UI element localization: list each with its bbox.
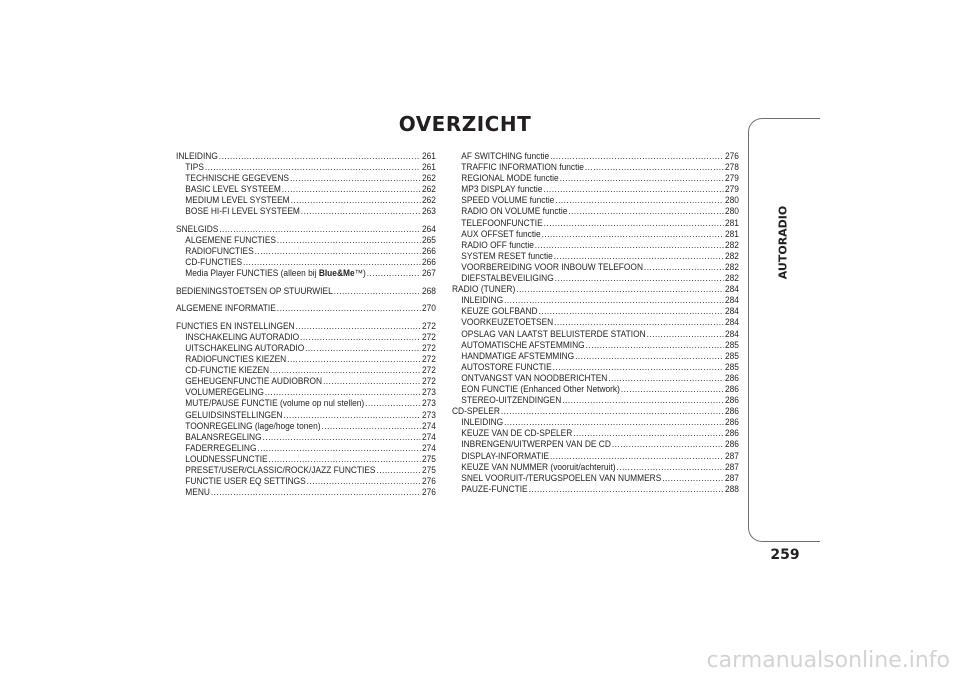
toc-entry-page: 286 bbox=[724, 372, 739, 383]
toc-left-column bbox=[176, 151, 436, 498]
toc-entry-label: BOSE HI-FI LEVEL SYSTEEM bbox=[185, 206, 300, 217]
toc-entry bbox=[176, 195, 436, 206]
toc-entry-page: 282 bbox=[724, 261, 739, 272]
toc-entry-label: RADIO ON VOLUME functie bbox=[461, 206, 568, 217]
toc-entry bbox=[176, 162, 436, 173]
toc-entry-page: 286 bbox=[724, 383, 739, 394]
toc-entry-page: 265 bbox=[421, 235, 436, 246]
chapter-side-tab bbox=[748, 118, 820, 542]
toc-entry-page: 285 bbox=[724, 361, 739, 372]
toc-entry-page: 282 bbox=[724, 239, 739, 250]
toc-entry-label: FUNCTIES EN INSTELLINGEN bbox=[176, 320, 295, 331]
toc-entry-page: 261 bbox=[421, 162, 436, 173]
toc-entry bbox=[176, 354, 436, 365]
toc-entry bbox=[176, 184, 436, 195]
toc-entry-page: 266 bbox=[421, 246, 436, 257]
toc-entry-label: CD-FUNCTIES bbox=[185, 257, 243, 268]
dot-leader bbox=[535, 240, 724, 251]
dot-leader bbox=[282, 184, 421, 195]
toc-entry-label: STEREO-UITZENDINGEN bbox=[461, 395, 562, 406]
toc-entry bbox=[176, 268, 436, 279]
dot-leader bbox=[257, 443, 421, 454]
dot-leader bbox=[265, 387, 421, 398]
toc-entry-page: 276 bbox=[421, 476, 436, 487]
dot-leader bbox=[243, 257, 421, 268]
toc-entry-label: INLEIDING bbox=[461, 417, 504, 428]
toc-entry-label: FUNCTIE USER EQ SETTINGS bbox=[185, 476, 306, 487]
toc-entry bbox=[452, 240, 739, 251]
dot-leader bbox=[277, 303, 421, 314]
toc-entry-label: INBRENGEN/UITWERPEN VAN DE CD bbox=[461, 439, 611, 450]
toc-entry-page: 263 bbox=[421, 206, 436, 217]
dot-leader bbox=[323, 376, 421, 387]
toc-entry-page: 286 bbox=[724, 417, 739, 428]
toc-entry bbox=[176, 246, 436, 257]
toc-entry-label: KEUZE GOLFBAND bbox=[461, 306, 538, 317]
dot-leader bbox=[365, 398, 421, 409]
dot-leader bbox=[612, 439, 724, 450]
toc-entry-page: 275 bbox=[421, 453, 436, 464]
toc-entry-label: EON FUNCTIE (Enhanced Other Network) bbox=[461, 383, 620, 394]
toc-entry-page: 286 bbox=[724, 428, 739, 439]
toc-entry bbox=[452, 273, 739, 284]
toc-entry bbox=[452, 317, 739, 328]
toc-entry-page: 285 bbox=[724, 339, 739, 350]
toc-section-entry bbox=[176, 224, 436, 235]
toc-entry bbox=[176, 376, 436, 387]
toc-entry bbox=[452, 373, 739, 384]
toc-entry-page: 268 bbox=[421, 285, 436, 296]
dot-leader bbox=[504, 417, 724, 428]
toc-entry bbox=[176, 387, 436, 398]
dot-leader bbox=[290, 173, 421, 184]
toc-entry bbox=[176, 332, 436, 343]
toc-section-entry bbox=[176, 321, 436, 332]
toc-entry-page: 273 bbox=[421, 398, 436, 409]
toc-entry bbox=[452, 206, 739, 217]
toc-entry-page: 287 bbox=[724, 461, 739, 472]
toc-entry-label: RADIO (TUNER) bbox=[452, 284, 516, 295]
toc-entry-label: TELEFOONFUNCTIE bbox=[461, 217, 543, 228]
toc-section-entry bbox=[176, 286, 436, 297]
toc-entry-label: MUTE/PAUSE FUNCTIE (volume op nul stellen) bbox=[185, 398, 365, 409]
dot-leader bbox=[608, 373, 724, 384]
dot-leader bbox=[543, 184, 724, 195]
toc-entry-page: 264 bbox=[421, 223, 436, 234]
toc-entry-label: TECHNISCHE GEGEVENS bbox=[185, 173, 290, 184]
toc-entry-label: PRESET/USER/CLASSIC/ROCK/JAZZ FUNCTIES bbox=[185, 465, 376, 475]
toc-entry-page: 286 bbox=[724, 439, 739, 450]
toc-entry-page: 273 bbox=[421, 387, 436, 398]
dot-leader bbox=[501, 406, 724, 417]
toc-entry-label: RADIOFUNCTIES KIEZEN bbox=[185, 354, 287, 365]
page-number: 259 bbox=[770, 547, 800, 563]
dot-leader bbox=[616, 462, 724, 473]
toc-entry-page: 266 bbox=[421, 257, 436, 268]
dot-leader bbox=[287, 354, 421, 365]
toc-entry bbox=[452, 162, 739, 173]
toc-entry-page: 261 bbox=[421, 151, 436, 161]
toc-entry-page: 280 bbox=[724, 195, 739, 206]
toc-entry-label: TIPS bbox=[185, 162, 204, 173]
toc-entry-page: 276 bbox=[724, 151, 739, 161]
dot-leader bbox=[553, 362, 724, 373]
toc-entry-label: ALGEMENE INFORMATIE bbox=[176, 303, 276, 314]
toc-entry bbox=[452, 395, 739, 406]
toc-entry-page: 284 bbox=[724, 328, 739, 339]
toc-entry-page: 272 bbox=[421, 331, 436, 342]
brand-name: Blue&Me bbox=[318, 268, 355, 279]
toc-entry-page: 281 bbox=[724, 228, 739, 239]
toc-entry-label: MENU bbox=[185, 487, 210, 498]
toc-entry-page: 287 bbox=[724, 450, 739, 461]
toc-entry bbox=[452, 229, 739, 240]
toc-entry-page: 284 bbox=[724, 317, 739, 328]
watermark-text: carmanualsonline.info bbox=[706, 648, 950, 673]
toc-entry-label: BASIC LEVEL SYSTEEM bbox=[185, 184, 281, 195]
toc-entry bbox=[176, 443, 436, 454]
toc-entry-label: OPSLAG VAN LAATST BELUISTERDE STATION bbox=[461, 328, 646, 339]
toc-right-column bbox=[452, 151, 739, 495]
toc-section-entry bbox=[452, 284, 739, 295]
toc-entry bbox=[452, 173, 739, 184]
toc-entry-label: MP3 DISPLAY functie bbox=[461, 184, 543, 195]
toc-entry bbox=[176, 454, 436, 465]
toc-entry bbox=[452, 218, 739, 229]
toc-entry-page: 279 bbox=[724, 184, 739, 195]
dot-leader bbox=[367, 268, 421, 279]
dot-leader bbox=[554, 251, 724, 262]
toc-entry bbox=[452, 473, 739, 484]
dot-leader bbox=[219, 151, 421, 162]
toc-entry-page: 278 bbox=[724, 162, 739, 173]
toc-entry-label: PAUZE-FUNCTIE bbox=[461, 483, 528, 494]
dot-leader bbox=[211, 487, 421, 498]
dot-leader bbox=[560, 173, 724, 184]
toc-section-entry bbox=[452, 406, 739, 417]
dot-leader bbox=[585, 162, 724, 173]
toc-entry-page: 276 bbox=[421, 487, 436, 498]
toc-entry-page: 272 bbox=[421, 354, 436, 365]
toc-section-entry bbox=[176, 303, 436, 314]
dot-leader bbox=[307, 476, 421, 487]
toc-entry bbox=[452, 184, 739, 195]
toc-entry-page: 272 bbox=[421, 365, 436, 376]
dot-leader bbox=[568, 206, 724, 217]
toc-entry-page: 288 bbox=[724, 483, 739, 494]
toc-entry-page: 267 bbox=[421, 268, 436, 279]
toc-entry-label: FADERREGELING bbox=[185, 442, 257, 453]
toc-entry-page: 272 bbox=[421, 376, 436, 387]
toc-entry bbox=[176, 173, 436, 184]
toc-entry-label: SNELGIDS bbox=[176, 223, 219, 234]
dot-leader bbox=[662, 473, 724, 484]
dot-leader bbox=[300, 332, 421, 343]
toc-entry bbox=[452, 384, 739, 395]
dot-leader bbox=[573, 428, 724, 439]
dot-leader bbox=[539, 306, 725, 317]
dot-leader bbox=[263, 432, 422, 443]
toc-entry-label: GELUIDSINSTELLINGEN bbox=[185, 409, 283, 420]
toc-entry bbox=[176, 421, 436, 432]
toc-entry bbox=[452, 417, 739, 428]
toc-entry-label: UITSCHAKELING AUTORADIO bbox=[185, 342, 305, 353]
dot-leader bbox=[554, 317, 724, 328]
dot-leader bbox=[647, 329, 724, 340]
toc-entry bbox=[176, 365, 436, 376]
toc-entry bbox=[452, 439, 739, 450]
toc-entry bbox=[452, 306, 739, 317]
toc-entry-page: 270 bbox=[421, 303, 436, 314]
dot-leader bbox=[550, 151, 724, 162]
toc-entry bbox=[176, 465, 436, 476]
toc-entry-label: RADIOFUNCTIES bbox=[185, 246, 254, 257]
page-title: OVERZICHT bbox=[398, 112, 532, 136]
toc-entry bbox=[452, 329, 739, 340]
dot-leader bbox=[516, 284, 724, 295]
toc-entry-page: 280 bbox=[724, 206, 739, 217]
toc-entry-page: 287 bbox=[724, 472, 739, 483]
toc-entry bbox=[452, 251, 739, 262]
toc-entry-label: INLEIDING bbox=[461, 295, 504, 306]
toc-entry bbox=[452, 462, 739, 473]
toc-entry-label: LOUDNESSFUNCTIE bbox=[185, 453, 268, 464]
toc-entry-page: 275 bbox=[421, 465, 436, 475]
toc-entry-label: CD-SPELER bbox=[452, 406, 500, 417]
dot-leader bbox=[529, 484, 724, 495]
toc-entry-label: KEUZE VAN NUMMER (vooruit/achteruit) bbox=[461, 461, 616, 472]
toc-entry-label: MEDIUM LEVEL SYSTEEM bbox=[185, 195, 290, 206]
toc-entry-page: 284 bbox=[724, 295, 739, 306]
toc-entry-page: 262 bbox=[421, 184, 436, 195]
toc-entry-label: AF SWITCHING functie bbox=[461, 151, 550, 161]
toc-entry-page: 273 bbox=[421, 409, 436, 420]
toc-entry bbox=[176, 235, 436, 246]
dot-leader bbox=[321, 421, 421, 432]
toc-entry bbox=[452, 351, 739, 362]
toc-entry bbox=[452, 428, 739, 439]
toc-entry-page: 284 bbox=[724, 284, 739, 295]
toc-entry-label: VOORKEUZETOETSEN bbox=[461, 317, 554, 328]
dot-leader bbox=[277, 235, 421, 246]
toc-entry-label: CD-FUNCTIE KIEZEN bbox=[185, 365, 269, 376]
toc-entry-label: DISPLAY-INFORMATIE bbox=[461, 450, 550, 461]
dot-leader bbox=[255, 246, 421, 257]
toc-entry bbox=[176, 343, 436, 354]
dot-leader bbox=[621, 384, 724, 395]
toc-entry-label: ALGEMENE FUNCTIES bbox=[185, 235, 276, 246]
toc-entry-label: INSCHAKELING AUTORADIO bbox=[185, 331, 300, 342]
toc-entry-label: VOORBEREIDING VOOR INBOUW TELEFOON bbox=[461, 261, 643, 272]
toc-entry-label: VOLUMEREGELING bbox=[185, 387, 264, 398]
toc-entry-page: 272 bbox=[421, 342, 436, 353]
toc-entry-label: AUTOSTORE FUNCTIE bbox=[461, 361, 552, 372]
toc-entry-page: 274 bbox=[421, 431, 436, 442]
dot-leader bbox=[555, 273, 724, 284]
toc-entry-page: 279 bbox=[724, 173, 739, 184]
side-tab-label: AUTORADIO bbox=[776, 205, 790, 279]
dot-leader bbox=[283, 410, 421, 421]
toc-entry-page: 285 bbox=[724, 350, 739, 361]
toc-entry bbox=[452, 451, 739, 462]
toc-entry-label: REGIONAL MODE functie bbox=[461, 173, 559, 184]
dot-leader bbox=[644, 262, 724, 273]
toc-entry-label: AUX OFFSET functie bbox=[461, 228, 541, 239]
toc-entry bbox=[176, 398, 436, 409]
dot-leader bbox=[575, 351, 724, 362]
dot-leader bbox=[291, 195, 421, 206]
side-tab-label-box bbox=[753, 197, 813, 287]
dot-leader bbox=[586, 340, 724, 351]
toc-entry-page: 262 bbox=[421, 195, 436, 206]
dot-leader bbox=[296, 321, 421, 332]
toc-entry-label: RADIO OFF functie bbox=[461, 239, 534, 250]
toc-entry bbox=[452, 484, 739, 495]
dot-leader bbox=[376, 465, 421, 476]
toc-entry-page: 286 bbox=[724, 406, 739, 417]
dot-leader bbox=[555, 195, 724, 206]
toc-entry-label: TRAFFIC INFORMATION functie bbox=[461, 162, 584, 173]
toc-entry bbox=[176, 257, 436, 268]
dot-leader bbox=[301, 206, 421, 217]
toc-entry bbox=[452, 295, 739, 306]
dot-leader bbox=[205, 162, 421, 173]
toc-entry bbox=[176, 487, 436, 498]
toc-entry bbox=[452, 362, 739, 373]
toc-entry-page: 274 bbox=[421, 420, 436, 431]
dot-leader bbox=[269, 454, 421, 465]
dot-leader bbox=[550, 451, 724, 462]
toc-entry-label: AUTOMATISCHE AFSTEMMING bbox=[461, 339, 585, 350]
toc-entry-label: BALANSREGELING bbox=[185, 431, 262, 442]
toc-entry bbox=[176, 476, 436, 487]
toc-entry-label: GEHEUGENFUNCTIE AUDIOBRON bbox=[185, 376, 323, 387]
toc-entry bbox=[176, 432, 436, 443]
toc-entry-page: 284 bbox=[724, 306, 739, 317]
toc-entry-label: SYSTEM RESET functie bbox=[461, 250, 553, 261]
toc-entry-label: KEUZE VAN DE CD-SPELER bbox=[461, 428, 573, 439]
dot-leader bbox=[542, 229, 724, 240]
dot-leader bbox=[219, 224, 421, 235]
toc-entry-label: TOONREGELING (lage/hoge tonen) bbox=[185, 420, 321, 431]
toc-entry-label: DIEFSTALBEVEILIGING bbox=[461, 273, 554, 284]
toc-entry-label: ONTVANGST VAN NOODBERICHTEN bbox=[461, 372, 608, 383]
toc-entry bbox=[176, 206, 436, 217]
dot-leader bbox=[334, 286, 421, 297]
toc-entry-label: BEDIENINGSTOETSEN OP STUURWIEL bbox=[176, 285, 333, 296]
dot-leader bbox=[270, 365, 421, 376]
dot-leader bbox=[562, 395, 724, 406]
toc-entry bbox=[452, 262, 739, 273]
toc-entry-label: SNEL VOORUIT-/TERUGSPOELEN VAN NUMMERS bbox=[461, 472, 662, 483]
toc-entry bbox=[452, 195, 739, 206]
toc-entry-page: 286 bbox=[724, 395, 739, 406]
toc-entry-label: SPEED VOLUME functie bbox=[461, 195, 555, 206]
toc-entry-page: 274 bbox=[421, 442, 436, 453]
toc-entry-label: HANDMATIGE AFSTEMMING bbox=[461, 350, 575, 361]
toc-entry-label: INLEIDING bbox=[176, 151, 218, 161]
toc-entry-page: 272 bbox=[421, 320, 436, 331]
dot-leader bbox=[504, 295, 724, 306]
toc-entry bbox=[176, 410, 436, 421]
toc-entry-page: 281 bbox=[724, 217, 739, 228]
toc-entry bbox=[452, 340, 739, 351]
toc-entry-label: Media Player FUNCTIES (alleen bij Blue&Me™) bbox=[185, 268, 366, 279]
toc-entry bbox=[452, 151, 739, 162]
toc-section-entry bbox=[176, 151, 436, 162]
dot-leader bbox=[305, 343, 421, 354]
toc-entry-page: 262 bbox=[421, 173, 436, 184]
toc-entry-page: 282 bbox=[724, 250, 739, 261]
toc-entry-page: 282 bbox=[724, 273, 739, 284]
dot-leader bbox=[544, 218, 724, 229]
